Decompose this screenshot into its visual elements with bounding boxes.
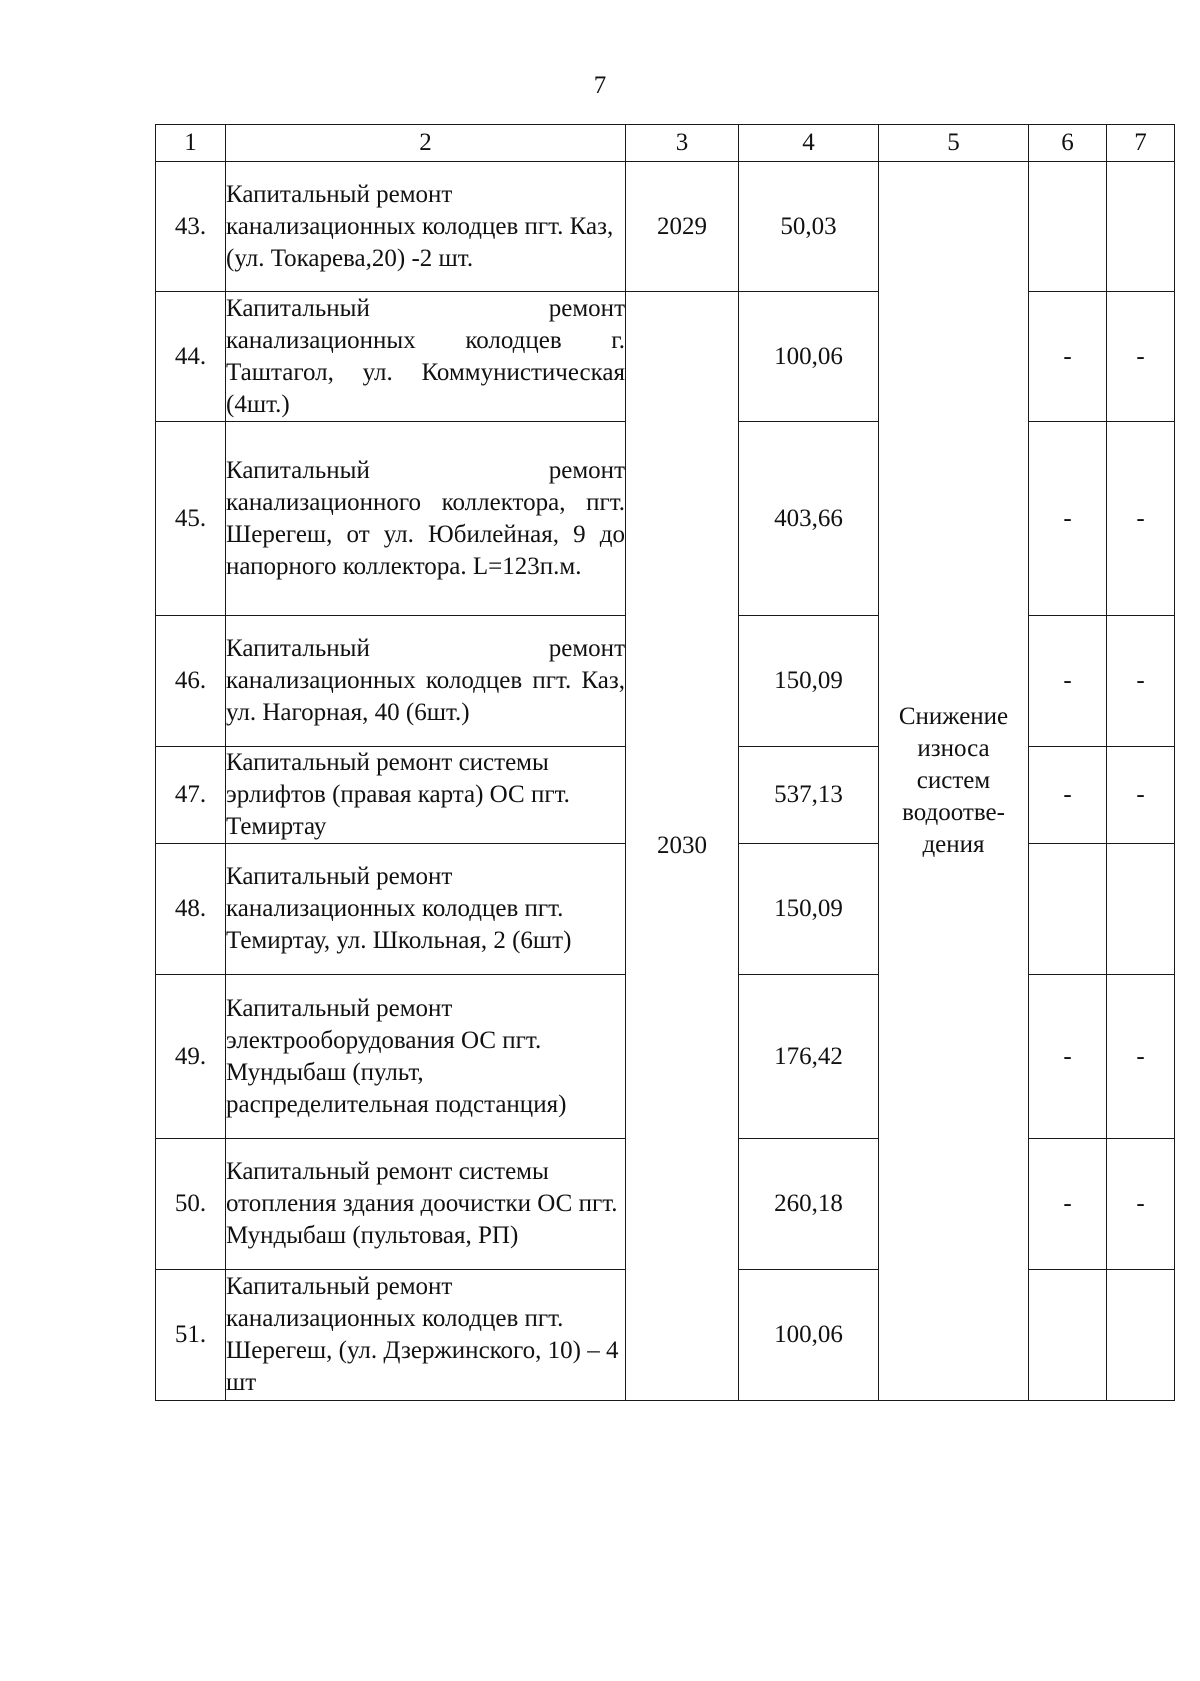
col7-cell: - [1107, 616, 1175, 747]
header-cell-5: 5 [879, 125, 1029, 162]
row-description: Капитальный ремонт канализационных колодцев пгт. Шерегеш, (ул. Дзержинского, 10) – 4 шт [226, 1270, 626, 1401]
row-description: Капитальный ремонт канализационного коллектора, пгт. Шерегеш, от ул. Юбилейная, 9 до напорного коллектора. L=123п.м. [226, 422, 626, 616]
cost-cell: 260,18 [739, 1139, 879, 1270]
goal-cell: Снижение износа систем водоотве-дения [879, 162, 1029, 1401]
row-number: 51. [156, 1270, 226, 1401]
col7-cell: - [1107, 292, 1175, 422]
row-description: Капитальный ремонт системы отопления здания доочистки ОС пгт. Мундыбаш (пультовая, РП) [226, 1139, 626, 1270]
year-cell: 2029 [626, 162, 739, 292]
col6-cell: - [1029, 975, 1107, 1139]
row-description: Капитальный ремонт канализационных колодцев пгт. Каз, (ул. Токарева,20) -2 шт. [226, 162, 626, 292]
row-number: 45. [156, 422, 226, 616]
col6-cell: - [1029, 747, 1107, 844]
col6-cell [1029, 162, 1107, 292]
col6-cell [1029, 844, 1107, 975]
row-description: Капитальный ремонт канализационных колодцев пгт. Каз, ул. Нагорная, 40 (6шт.) [226, 616, 626, 747]
header-cell-2: 2 [226, 125, 626, 162]
cost-cell: 176,42 [739, 975, 879, 1139]
row-number: 47. [156, 747, 226, 844]
header-cell-4: 4 [739, 125, 879, 162]
col7-cell [1107, 844, 1175, 975]
row-number: 48. [156, 844, 226, 975]
col6-cell: - [1029, 616, 1107, 747]
col6-cell [1029, 1270, 1107, 1401]
col7-cell [1107, 1270, 1175, 1401]
measures-table [155, 124, 1175, 1401]
year-cell: 2030 [626, 292, 739, 1401]
cost-cell: 537,13 [739, 747, 879, 844]
row-description: Капитальный ремонт электрооборудования ОС пгт. Мундыбаш (пульт, распределительная подстанция) [226, 975, 626, 1139]
row-number: 49. [156, 975, 226, 1139]
cost-cell: 150,09 [739, 844, 879, 975]
row-number: 43. [156, 162, 226, 292]
table-row [156, 162, 1175, 292]
cost-cell: 100,06 [739, 1270, 879, 1401]
col7-cell: - [1107, 1139, 1175, 1270]
header-cell-7: 7 [1107, 125, 1175, 162]
col7-cell: - [1107, 422, 1175, 616]
cost-cell: 150,09 [739, 616, 879, 747]
col6-cell: - [1029, 292, 1107, 422]
col7-cell: - [1107, 747, 1175, 844]
col7-cell: - [1107, 975, 1175, 1139]
header-cell-3: 3 [626, 125, 739, 162]
col6-cell: - [1029, 1139, 1107, 1270]
row-description: Капитальный ремонт системы эрлифтов (правая карта) ОС пгт. Темиртау [226, 747, 626, 844]
row-number: 44. [156, 292, 226, 422]
header-cell-6: 6 [1029, 125, 1107, 162]
col6-cell: - [1029, 422, 1107, 616]
col7-cell [1107, 162, 1175, 292]
cost-cell: 100,06 [739, 292, 879, 422]
row-description: Капитальный ремонт канализационных колодцев г. Таштагол, ул. Коммунистическая (4шт.) [226, 292, 626, 422]
row-number: 50. [156, 1139, 226, 1270]
cost-cell: 403,66 [739, 422, 879, 616]
row-description: Капитальный ремонт канализационных колодцев пгт. Темиртау, ул. Школьная, 2 (6шт) [226, 844, 626, 975]
header-row [156, 125, 1175, 162]
cost-cell: 50,03 [739, 162, 879, 292]
header-cell-1: 1 [156, 125, 226, 162]
row-number: 46. [156, 616, 226, 747]
page-number: 7 [593, 72, 607, 99]
